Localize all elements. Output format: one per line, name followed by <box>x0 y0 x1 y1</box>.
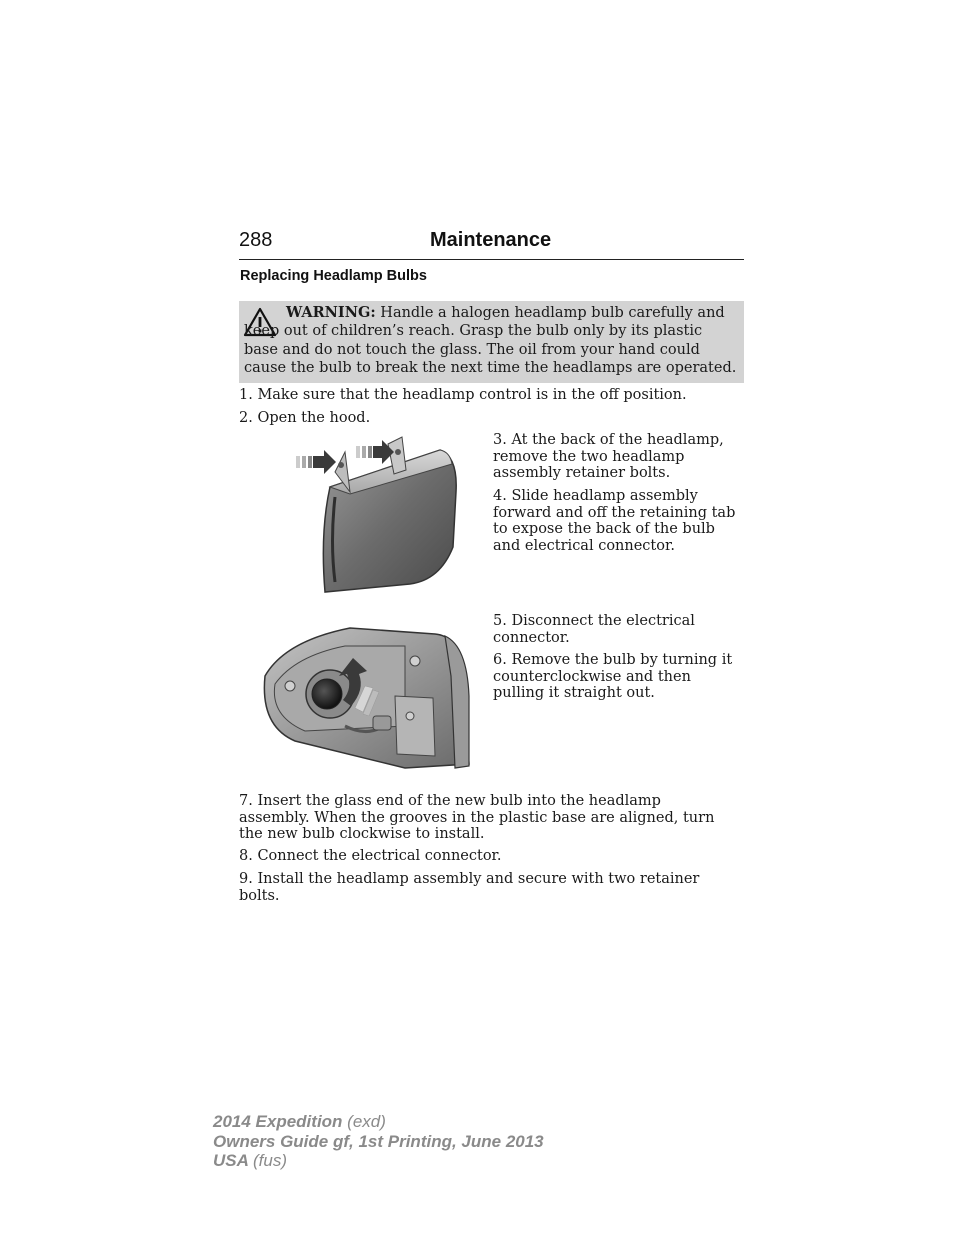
footer-guide: Owners Guide gf, 1st Printing, June 2013 <box>213 1131 544 1151</box>
warning-body: Handle a halogen headlamp bulb carefully and keep out of children’s reach. Grasp the bulb only by its plastic base and do not touch the glass. The oil from your hand could cause the bulb to break the next time the headlamps are operated. <box>244 305 737 376</box>
section-title: Maintenance <box>430 229 552 251</box>
step-3: 3. At the back of the headlamp, remove the two headlamp assembly retainer bolts. <box>493 432 724 482</box>
arrow-left-bolt <box>296 450 336 474</box>
footer-model-code: (exd) <box>347 1112 386 1131</box>
step-8: 8. Connect the electrical connector. <box>239 848 502 864</box>
footer-model: 2014 Expedition <box>213 1112 343 1131</box>
footer-region-code: (fus) <box>253 1151 287 1170</box>
step-5: 5. Disconnect the electrical connector. <box>493 613 695 646</box>
warning-text <box>244 304 738 377</box>
step-1: 1. Make sure that the headlamp control is in the off position. <box>239 387 687 403</box>
subheading: Replacing Headlamp Bulbs <box>240 268 427 284</box>
footer <box>213 1112 544 1171</box>
warning-box <box>239 301 744 383</box>
page-number: 288 <box>239 229 273 251</box>
footer-region-line <box>213 1151 544 1171</box>
page-header <box>239 229 744 260</box>
step-2: 2. Open the hood. <box>239 410 371 426</box>
footer-model-line <box>213 1112 544 1132</box>
step-7: 7. Insert the glass end of the new bulb into the headlamp assembly. When the grooves in the plastic base are aligned, turn the new bulb clockwise to install. <box>239 793 715 843</box>
footer-region: USA <box>213 1151 249 1170</box>
step-9: 9. Install the headlamp assembly and secure with two retainer bolts. <box>239 871 700 904</box>
step-4: 4. Slide headlamp assembly forward and off the retaining tab to expose the back of the bulb and electrical connector. <box>493 488 736 554</box>
warning-label: WARNING: <box>286 304 376 321</box>
headlamp-retainer-bolts-illustration <box>290 432 465 597</box>
headlamp-bulb-removal-illustration <box>255 616 475 774</box>
step-6: 6. Remove the bulb by turning it counterclockwise and then pulling it straight out. <box>493 652 733 702</box>
